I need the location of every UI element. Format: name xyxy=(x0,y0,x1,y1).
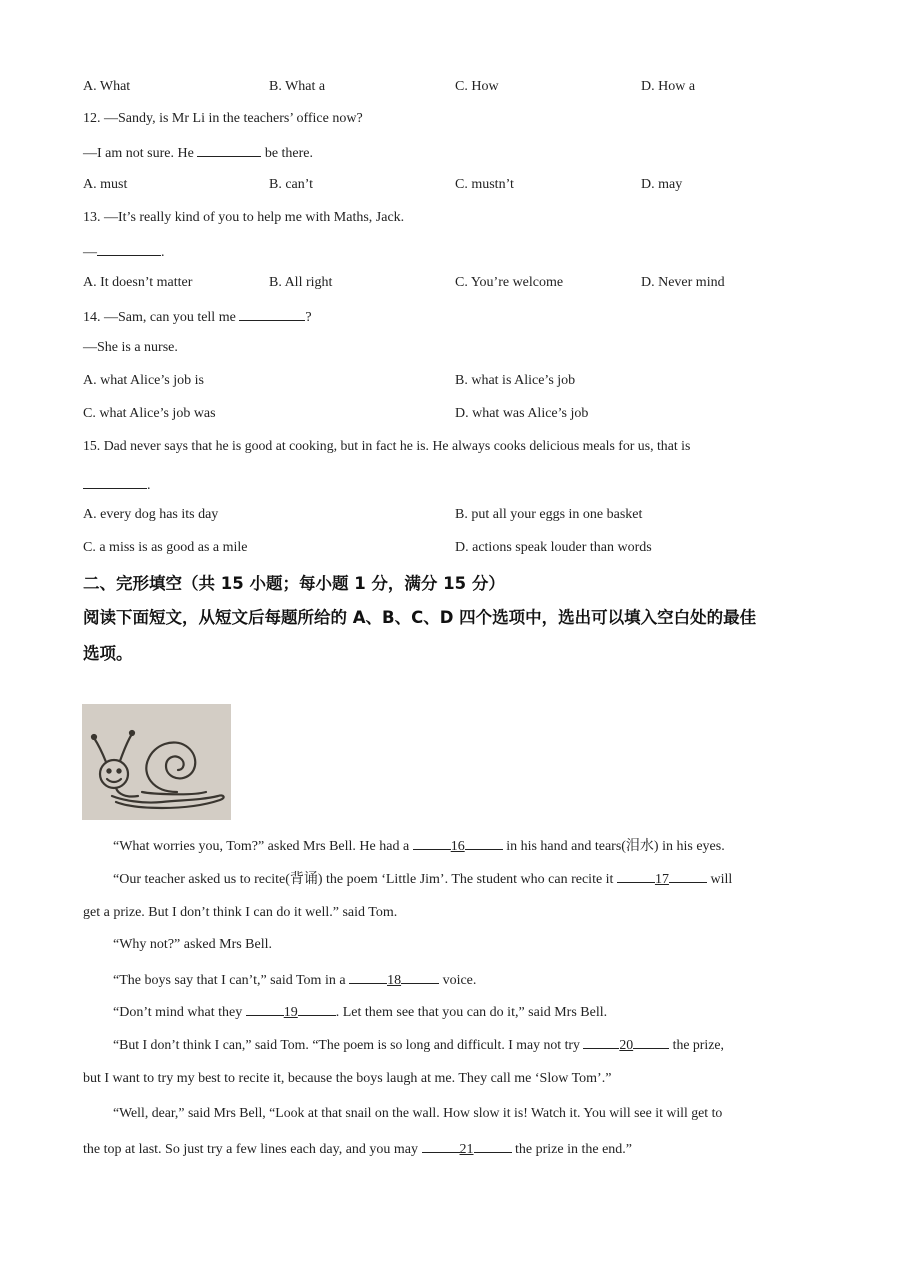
q15-blank xyxy=(83,474,147,489)
blank-20: 20 xyxy=(619,1037,634,1052)
q15-stem: 15. Dad never says that he is good at cooking, but in fact he is. He always cooks delicious meals for us, that is xyxy=(83,438,691,453)
section-instruction-line2: 选项。 xyxy=(83,644,133,663)
q12-blank xyxy=(197,142,261,157)
passage-para-4: “The boys say that I can’t,” said Tom in a 18 voice. xyxy=(113,969,476,991)
passage-para-6: “But I don’t think I can,” said Tom. “The poem is so long and difficult. I may not try 20 the prize, xyxy=(113,1034,724,1055)
q13-option-c: C. You’re welcome xyxy=(455,275,564,290)
snail-icon xyxy=(82,704,231,820)
blank-21: 21 xyxy=(459,1142,474,1157)
blank-16: 16 xyxy=(450,839,465,854)
section-instruction-line1: 阅读下面短文，从短文后每题所给的 A、B、C、D 四个选项中，选出可以填入空白处的最佳 xyxy=(83,608,757,627)
q11-option-d: D. How a xyxy=(641,79,696,94)
q13-option-d: D. Never mind xyxy=(641,275,725,290)
q12-answer-line: —I am not sure. He be there. xyxy=(83,142,313,164)
q12-option-d: D. may xyxy=(641,177,683,192)
q12-option-c: C. mustn’t xyxy=(455,177,514,192)
passage-para-7: “Well, dear,” said Mrs Bell, “Look at that snail on the wall. How slow it is! Watch it. You will see it will get to xyxy=(113,1105,723,1120)
q15-blank-line: . xyxy=(83,474,151,496)
q13-option-b: B. All right xyxy=(269,275,333,290)
q14-option-d: D. what was Alice’s job xyxy=(455,406,589,421)
q12-stem: 12. —Sandy, is Mr Li in the teachers’ office now? xyxy=(83,111,363,126)
passage-para-3: “Why not?” asked Mrs Bell. xyxy=(113,937,273,952)
blank-17: 17 xyxy=(654,872,669,887)
passage-para-2: “Our teacher asked us to recite(背诵) the poem ‘Little Jim’. The student who can recite it 17 will xyxy=(113,868,732,890)
passage-para-6-cont: but I want to try my best to recite it, because the boys laugh at me. They call me ‘Slow Tom’.” xyxy=(83,1071,612,1086)
q13-option-a: A. It doesn’t matter xyxy=(83,275,193,290)
q15-option-a: A. every dog has its day xyxy=(83,507,219,522)
q14-answer: —She is a nurse. xyxy=(83,340,178,355)
passage-para-5: “Don’t mind what they 19 . Let them see that you can do it,” said Mrs Bell. xyxy=(113,1001,607,1023)
q12-option-b: B. can’t xyxy=(269,177,314,192)
blank-18: 18 xyxy=(387,973,402,988)
q13-blank xyxy=(97,241,161,256)
q14-stem: 14. —Sam, can you tell me ? xyxy=(83,306,312,328)
q11-option-b: B. What a xyxy=(269,79,326,94)
q14-option-b: B. what is Alice’s job xyxy=(455,373,576,388)
q15-option-c: C. a miss is as good as a mile xyxy=(83,540,248,555)
passage-para-7-cont: the top at last. So just try a few lines each day, and you may 21 the prize in the end.” xyxy=(83,1138,632,1160)
q14-option-c: C. what Alice’s job was xyxy=(83,406,216,421)
snail-illustration xyxy=(82,704,231,820)
section-title: 二、完形填空（共 15 小题；每小题 1 分，满分 15 分） xyxy=(83,574,505,593)
passage-para-1: “What worries you, Tom?” asked Mrs Bell. He had a 16 in his hand and tears(泪水) in his eyes. xyxy=(113,835,725,857)
q13-answer-line: — . xyxy=(83,241,165,263)
q15-option-d: D. actions speak louder than words xyxy=(455,540,652,555)
q11-option-c: C. How xyxy=(455,79,499,94)
q12-option-a: A. must xyxy=(83,177,128,192)
q15-option-b: B. put all your eggs in one basket xyxy=(455,507,643,522)
passage-para-2-cont: get a prize. But I don’t think I can do it well.” said Tom. xyxy=(83,905,398,920)
q14-blank xyxy=(239,306,305,321)
q11-option-a: A. What xyxy=(83,79,131,94)
q13-stem: 13. —It’s really kind of you to help me with Maths, Jack. xyxy=(83,210,405,225)
q14-option-a: A. what Alice’s job is xyxy=(83,373,204,388)
blank-19: 19 xyxy=(283,1005,298,1020)
